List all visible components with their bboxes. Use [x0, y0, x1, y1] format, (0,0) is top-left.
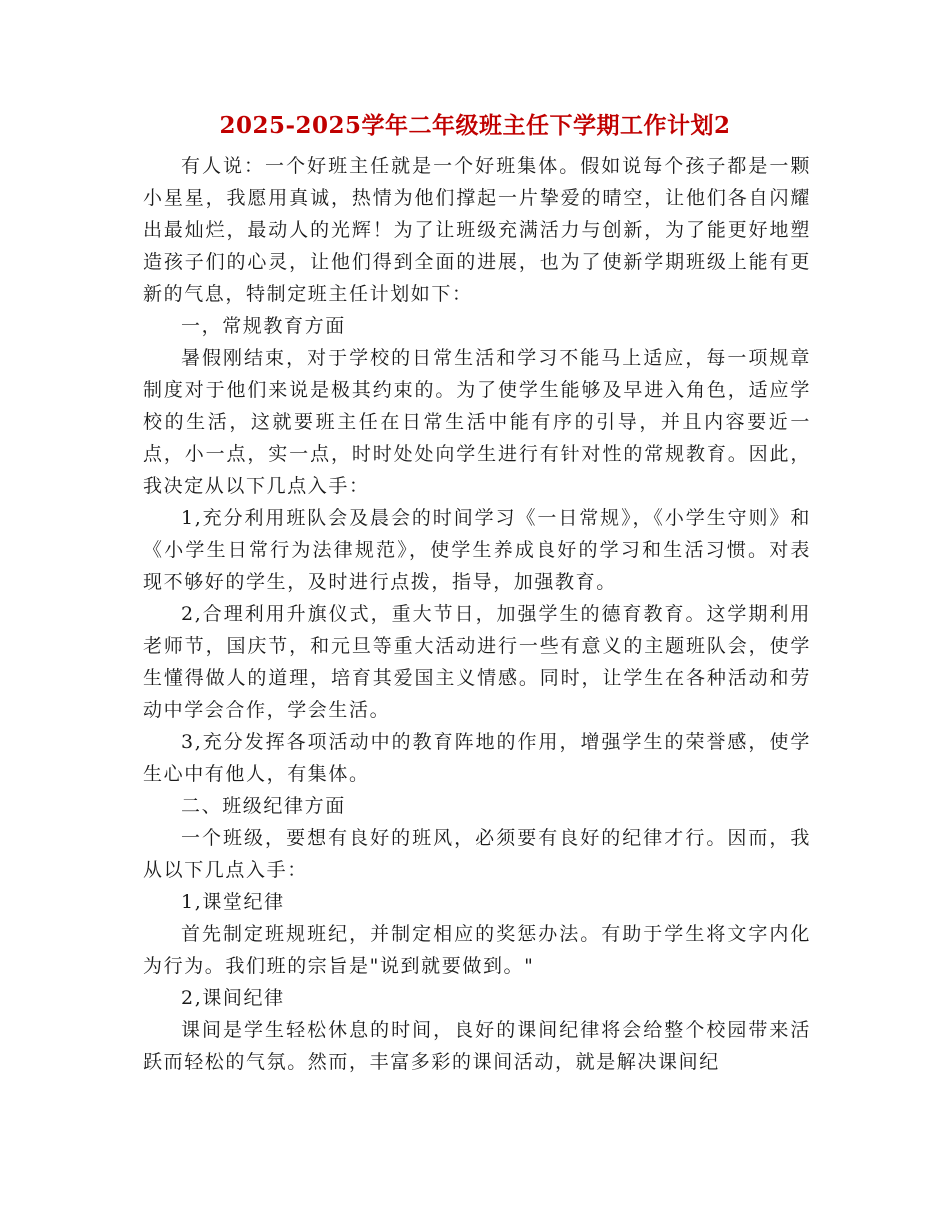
paragraph-intro: 有人说：一个好班主任就是一个好班集体。假如说每个孩子都是一颗小星星，我愿用真诚，热情为他们撑起一片挚爱的晴空，让他们各自闪耀出最灿烂，最动人的光辉！为了让班级充满活力与创新，为了能更好地塑造孩子们的心灵，让他们得到全面的进展，也为了使新学期班级上能有更新的气息，特制定班主任计划如下： [143, 155, 811, 305]
subheading-recess-discipline: 2,课间纪律 [181, 987, 285, 1009]
paragraph-routine-education: 暑假刚结束，对于学校的日常生活和学习不能马上适应，每一项规章制度对于他们来说是极其约束的。为了使学生能够及早进入角色，适应学校的生活，这就要班主任在日常生活中能有序的引导，并且内容要近一点，小一点，实一点，时时处处向学生进行有针对性的常规教育。因此，我决定从以下几点入手： [143, 347, 811, 497]
paragraph-classroom-discipline: 首先制定班规班纪，并制定相应的奖惩办法。有助于学生将文字内化为行为。我们班的宗旨是"说到就要做到。" [143, 923, 811, 977]
document-title: 2025-2025学年二年级班主任下学期工作计划2 [219, 112, 731, 139]
document-body [143, 150, 811, 1078]
paragraph-item-3: 3,充分发挥各项活动中的教育阵地的作用，增强学生的荣誉感，使学生心中有他人，有集体。 [143, 731, 811, 785]
subheading-classroom-discipline: 1,课堂纪律 [181, 891, 285, 913]
paragraph-recess-discipline: 课间是学生轻松休息的时间，良好的课间纪律将会给整个校园带来活跃而轻松的气氛。然而，丰富多彩的课间活动，就是解决课间纪 [143, 1019, 811, 1073]
paragraph-item-2: 2,合理利用升旗仪式，重大节日，加强学生的德育教育。这学期利用老师节，国庆节，和元旦等重大活动进行一些有意义的主题班队会，使学生懂得做人的道理，培育其爱国主义情感。同时，让学生在各种活动和劳动中学会合作，学会生活。 [143, 603, 811, 721]
paragraph-class-discipline: 一个班级，要想有良好的班风，必须要有良好的纪律才行。因而，我从以下几点入手： [143, 827, 811, 881]
section-heading-class-discipline: 二、班级纪律方面 [181, 795, 346, 817]
paragraph-item-1: 1,充分利用班队会及晨会的时间学习《一日常规》，《小学生守则》和《小学生日常行为法律规范》，使学生养成良好的学习和生活习惯。对表现不够好的学生，及时进行点拨，指导，加强教育。 [143, 507, 811, 593]
section-heading-routine-education: 一，常规教育方面 [181, 315, 346, 337]
